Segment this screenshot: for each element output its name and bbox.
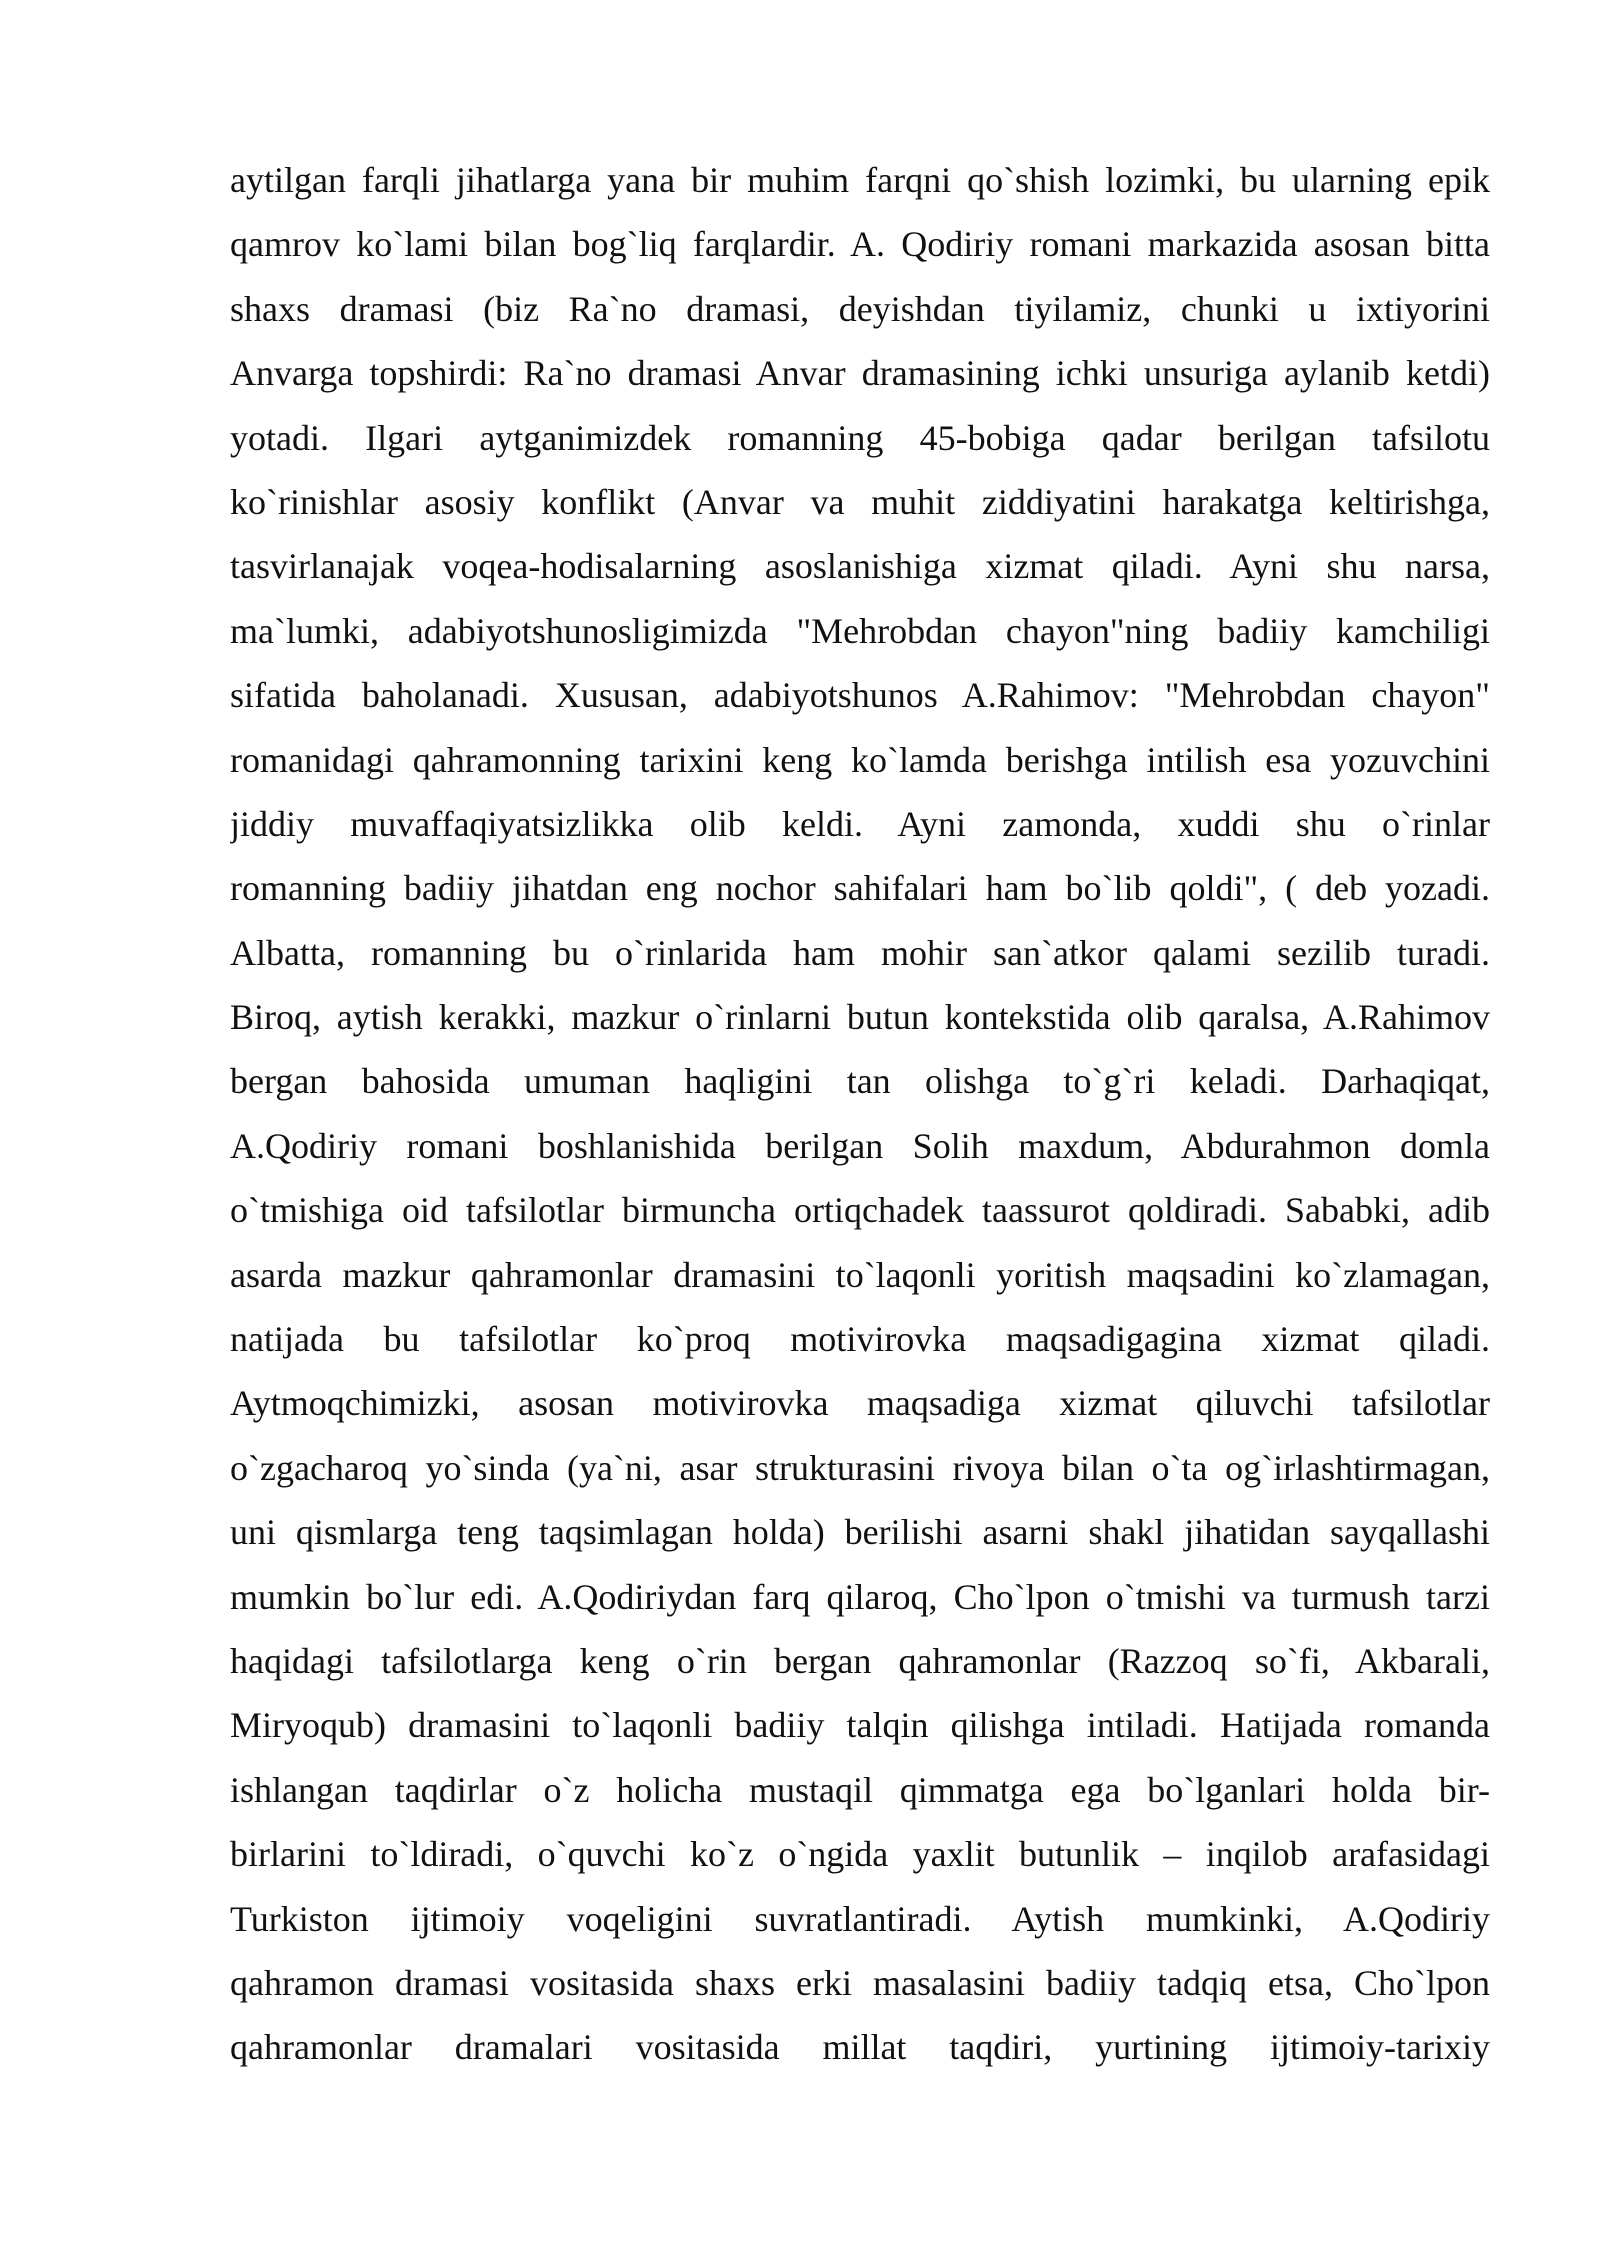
text-line: mumkin bo`lur edi. A.Qodiriydan farq qilaroq, Cho`lpon o`tmishi va turmush tarzi (230, 1576, 1490, 1617)
text-line: asarda mazkur qahramonlar dramasini to`laqonli yoritish maqsadini ko`zlamagan, (230, 1254, 1490, 1295)
text-line: natijada bu tafsilotlar ko`proq motivirovka maqsadigagina xizmat qiladi. (230, 1319, 1490, 1360)
text-line: romanning badiiy jihatdan eng nochor sahifalari ham bo`lib qoldi", ( deb yozadi. (230, 868, 1490, 909)
text-line: Albatta, romanning bu o`rinlarida ham mohir san`atkor qalami sezilib turadi. (230, 932, 1490, 973)
text-line: Anvarga topshirdi: Ra`no dramasi Anvar dramasining ichki unsuriga aylanib ketdi) (230, 353, 1490, 394)
text-line: o`tmishiga oid tafsilotlar birmuncha ortiqchadek taassurot qoldiradi. Sababki, adib (230, 1190, 1490, 1231)
text-line: qahramonlar dramalari vositasida millat taqdiri, yurtining ijtimoiy-tarixiy (230, 2027, 1490, 2068)
text-line: ko`rinishlar asosiy konflikt (Anvar va muhit ziddiyatini harakatga keltirishga, (230, 481, 1490, 522)
text-line: uni qismlarga teng taqsimlagan holda) berilishi asarni shakl jihatidan sayqallashi (230, 1512, 1490, 1553)
text-line: aytilgan farqli jihatlarga yana bir muhim farqni qo`shish lozimki, bu ularning epik (230, 160, 1490, 200)
text-line: Aytmoqchimizki, asosan motivirovka maqsadiga xizmat qiluvchi tafsilotlar (230, 1383, 1490, 1424)
text-line: haqidagi tafsilotlarga keng o`rin bergan qahramonlar (Razzoq so`fi, Akbarali, (230, 1640, 1490, 1681)
text-line: ma`lumki, adabiyotshunosligimizda "Mehrobdan chayon"ning badiiy kamchiligi (230, 610, 1490, 651)
text-line: qahramon dramasi vositasida shaxs erki masalasini badiiy tadqiq etsa, Cho`lpon (230, 1962, 1490, 2003)
text-line: o`zgacharoq yo`sinda (ya`ni, asar strukturasini rivoya bilan o`ta og`irlashtirmagan, (230, 1447, 1490, 1488)
text-line: qamrov ko`lami bilan bog`liq farqlardir. A. Qodiriy romani markazida asosan bitta (230, 224, 1490, 265)
text-line: Biroq, aytish kerakki, mazkur o`rinlarni butun kontekstida olib qaralsa, A.Rahimov (230, 997, 1490, 1038)
text-line: romanidagi qahramonning tarixini keng ko`lamda berishga intilish esa yozuvchini (230, 739, 1490, 780)
text-line: tasvirlanajak voqea-hodisalarning asoslanishiga xizmat qiladi. Ayni shu narsa, (230, 546, 1490, 587)
text-line: birlarini to`ldiradi, o`quvchi ko`z o`ngida yaxlit butunlik – inqilob arafasidagi (230, 1834, 1490, 1875)
text-line: A.Qodiriy romani boshlanishida berilgan Solih maxdum, Abdurahmon domla (230, 1125, 1490, 1166)
text-line: sifatida baholanadi. Xususan, adabiyotshunos A.Rahimov: "Mehrobdan chayon" (230, 675, 1490, 716)
text-line: bergan bahosida umuman haqligini tan olishga to`g`ri keladi. Darhaqiqat, (230, 1061, 1490, 1102)
text-line: jiddiy muvaffaqiyatsizlikka olib keldi. Ayni zamonda, xuddi shu o`rinlar (230, 803, 1490, 844)
body-text (230, 148, 1490, 2080)
text-line: ishlangan taqdirlar o`z holicha mustaqil qimmatga ega bo`lganlari holda bir- (230, 1769, 1490, 1810)
text-line: Miryoqub) dramasini to`laqonli badiiy talqin qilishga intiladi. Hatijada romanda (230, 1705, 1490, 1746)
text-line: yotadi. Ilgari aytganimizdek romanning 45-bobiga qadar berilgan tafsilotu (230, 417, 1490, 458)
text-line: Turkiston ijtimoiy voqeligini suvratlantiradi. Aytish mumkinki, A.Qodiriy (230, 1898, 1490, 1939)
text-line: shaxs dramasi (biz Ra`no dramasi, deyishdan tiyilamiz, chunki u ixtiyorini (230, 288, 1490, 329)
